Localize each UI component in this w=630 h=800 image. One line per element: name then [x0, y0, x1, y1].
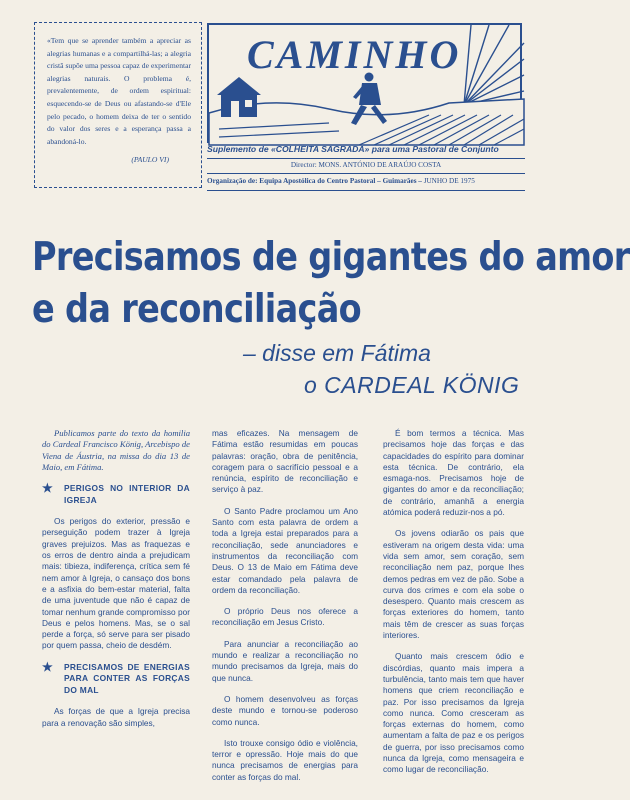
byline-2: o CARDEAL KÖNIG: [304, 372, 520, 398]
paragraph: Para anunciar a reconciliação ao mundo e realizar a reconciliação no mundo precisamos da Igreja, mais do que nunca.: [212, 638, 358, 683]
paragraph: O homem desenvolveu as forças deste mundo e tornou-se poderoso como nunca.: [212, 693, 358, 727]
star-icon: ★: [42, 481, 54, 496]
masthead-director: Director: MONS. ANTÓNIO DE ARAÚJO COSTA: [290, 161, 442, 169]
paragraph: Quanto mais crescem ódio e discórdias, quanto mais impera a turbulência, tanto mais tem que haver homens que criem reconciliação e paz. Por isso precisamos da Igreja como nunca. Como cresceram as forças externas do homem, como aumentam a falta de paz e os perigos de guerra, por isso precisamos como nunca da Igreja, como mensageira e como lugar de reconciliação.: [383, 651, 524, 775]
quote-text: «Tem que se aprender também a apreciar as alegrias humanas e a compartilhá-las; a alegria cristã supõe uma pessoa capaz de experimentar alegrias naturais. O problema é, prevalentemente, de ordem espiritual: esquecendo-se de Deus ou afastando-se d'Ele pelo pecado, o homem deixa de ter o sentido do valor dos seres e a esperança passa a abandoná-lo.: [47, 36, 191, 146]
article-column-1: [42, 428, 190, 739]
paragraph: Isto trouxe consigo ódio e violência, terror e opressão. Hoje mais do que nunca precisamos de energias para conter as forças do mal.: [212, 737, 358, 782]
masthead-logo: [207, 23, 522, 143]
paragraph: As forças de que a Igreja precisa para a renovação são simples,: [42, 706, 190, 728]
headline-line-1: Precisamos de gigantes do amor: [32, 235, 630, 280]
headline-line-2: e da reconciliação: [32, 287, 362, 332]
section-heading-2-text: PRECISAMOS DE ENERGIAS PARA CONTER AS FORÇAS DO MAL: [64, 661, 190, 695]
section-heading-1: [42, 483, 190, 506]
organization-text: Organização de: Equipa Apostólica do Centro Pastoral – Guimarães –: [207, 177, 422, 185]
paragraph: O próprio Deus nos oferece a reconciliação em Jesus Cristo.: [212, 606, 358, 628]
quote-box: [34, 22, 202, 188]
divider: [207, 173, 525, 174]
section-heading-1-text: PERIGOS NO INTERIOR DA IGREJA: [64, 483, 190, 505]
quote-author: (PAULO VI): [131, 155, 169, 165]
paragraph: Os perigos do exterior, pressão e perseguição podem trazer à Igreja graves prejuizos. Mas as fraquezas e os erros de dentro ainda a prejudicam mais: tibieza, indiferença, crítica sem fé nem amor à Igreja, o cansaço dos bons e a asfixia do bem-estar material, falta de uma juventude que não é capaz de tomar nenhum grande compromisso por Deus e pelos homens. Mas, se o sal perde a força, só serve para ser pisado por quem passa, cheio de desdém.: [42, 516, 190, 651]
article-column-3: [383, 428, 524, 786]
paragraph: O Santo Padre proclamou um Ano Santo com esta palavra de ordem a toda a Igreja estai preparados para a reconciliação, sede anunciadores e instrumentos da reconciliação com Deus. O 13 de Maio em Fátima deve estar comandado pela palavra de ordem da reconciliação.: [212, 505, 358, 595]
paragraph: É bom termos a técnica. Mas precisamos hoje das forças e das capacidades do espírito para dominar esta técnica. De contrário, ela esmaga-nos. Precisamos hoje de gigantes do amor e da reconciliação; de contrário, amanhã a energia atómica poderá reduzir-nos a pó.: [383, 428, 524, 518]
paragraph: mas eficazes. Na mensagem de Fátima estão resumidas em poucas palavras: oração, obra de penitência, coragem para o sacrifício pessoal e a renúncia, espírito de reconciliação e serviço à paz.: [212, 428, 358, 495]
article-intro: Publicamos parte do texto da homilia do Cardeal Francisco König, Arcebispo de Viena de Áustria, na missa do dia 13 de Maio, em Fátima.: [42, 428, 190, 472]
masthead-subtitle: Suplemento de «COLHEITA SAGRADA» para uma Pastoral de Conjunto: [207, 144, 499, 154]
divider: [207, 158, 525, 159]
section-heading-2: [42, 659, 190, 697]
headline: [32, 232, 630, 336]
byline-1: – disse em Fátima: [243, 340, 431, 366]
article-column-2: [212, 428, 358, 793]
paragraph: Os jovens odiarão os pais que estiveram na origem desta vida: uma vida sem amor, sem coração, sem reconciliação nem paz, porque lhes demos pedras em vez de pão. Sobe a curva dos crimes e com ela sobe o desespero. Quanto mais crescem as forças exteriores do homem, tanto mais têm de crescer as suas forças interiores.: [383, 528, 524, 641]
divider: [207, 190, 525, 191]
masthead-title: CAMINHO: [247, 32, 462, 77]
issue-date: JUNHO DE 1975: [423, 177, 475, 185]
masthead-organization: [207, 177, 525, 185]
star-icon: ★: [42, 659, 54, 674]
